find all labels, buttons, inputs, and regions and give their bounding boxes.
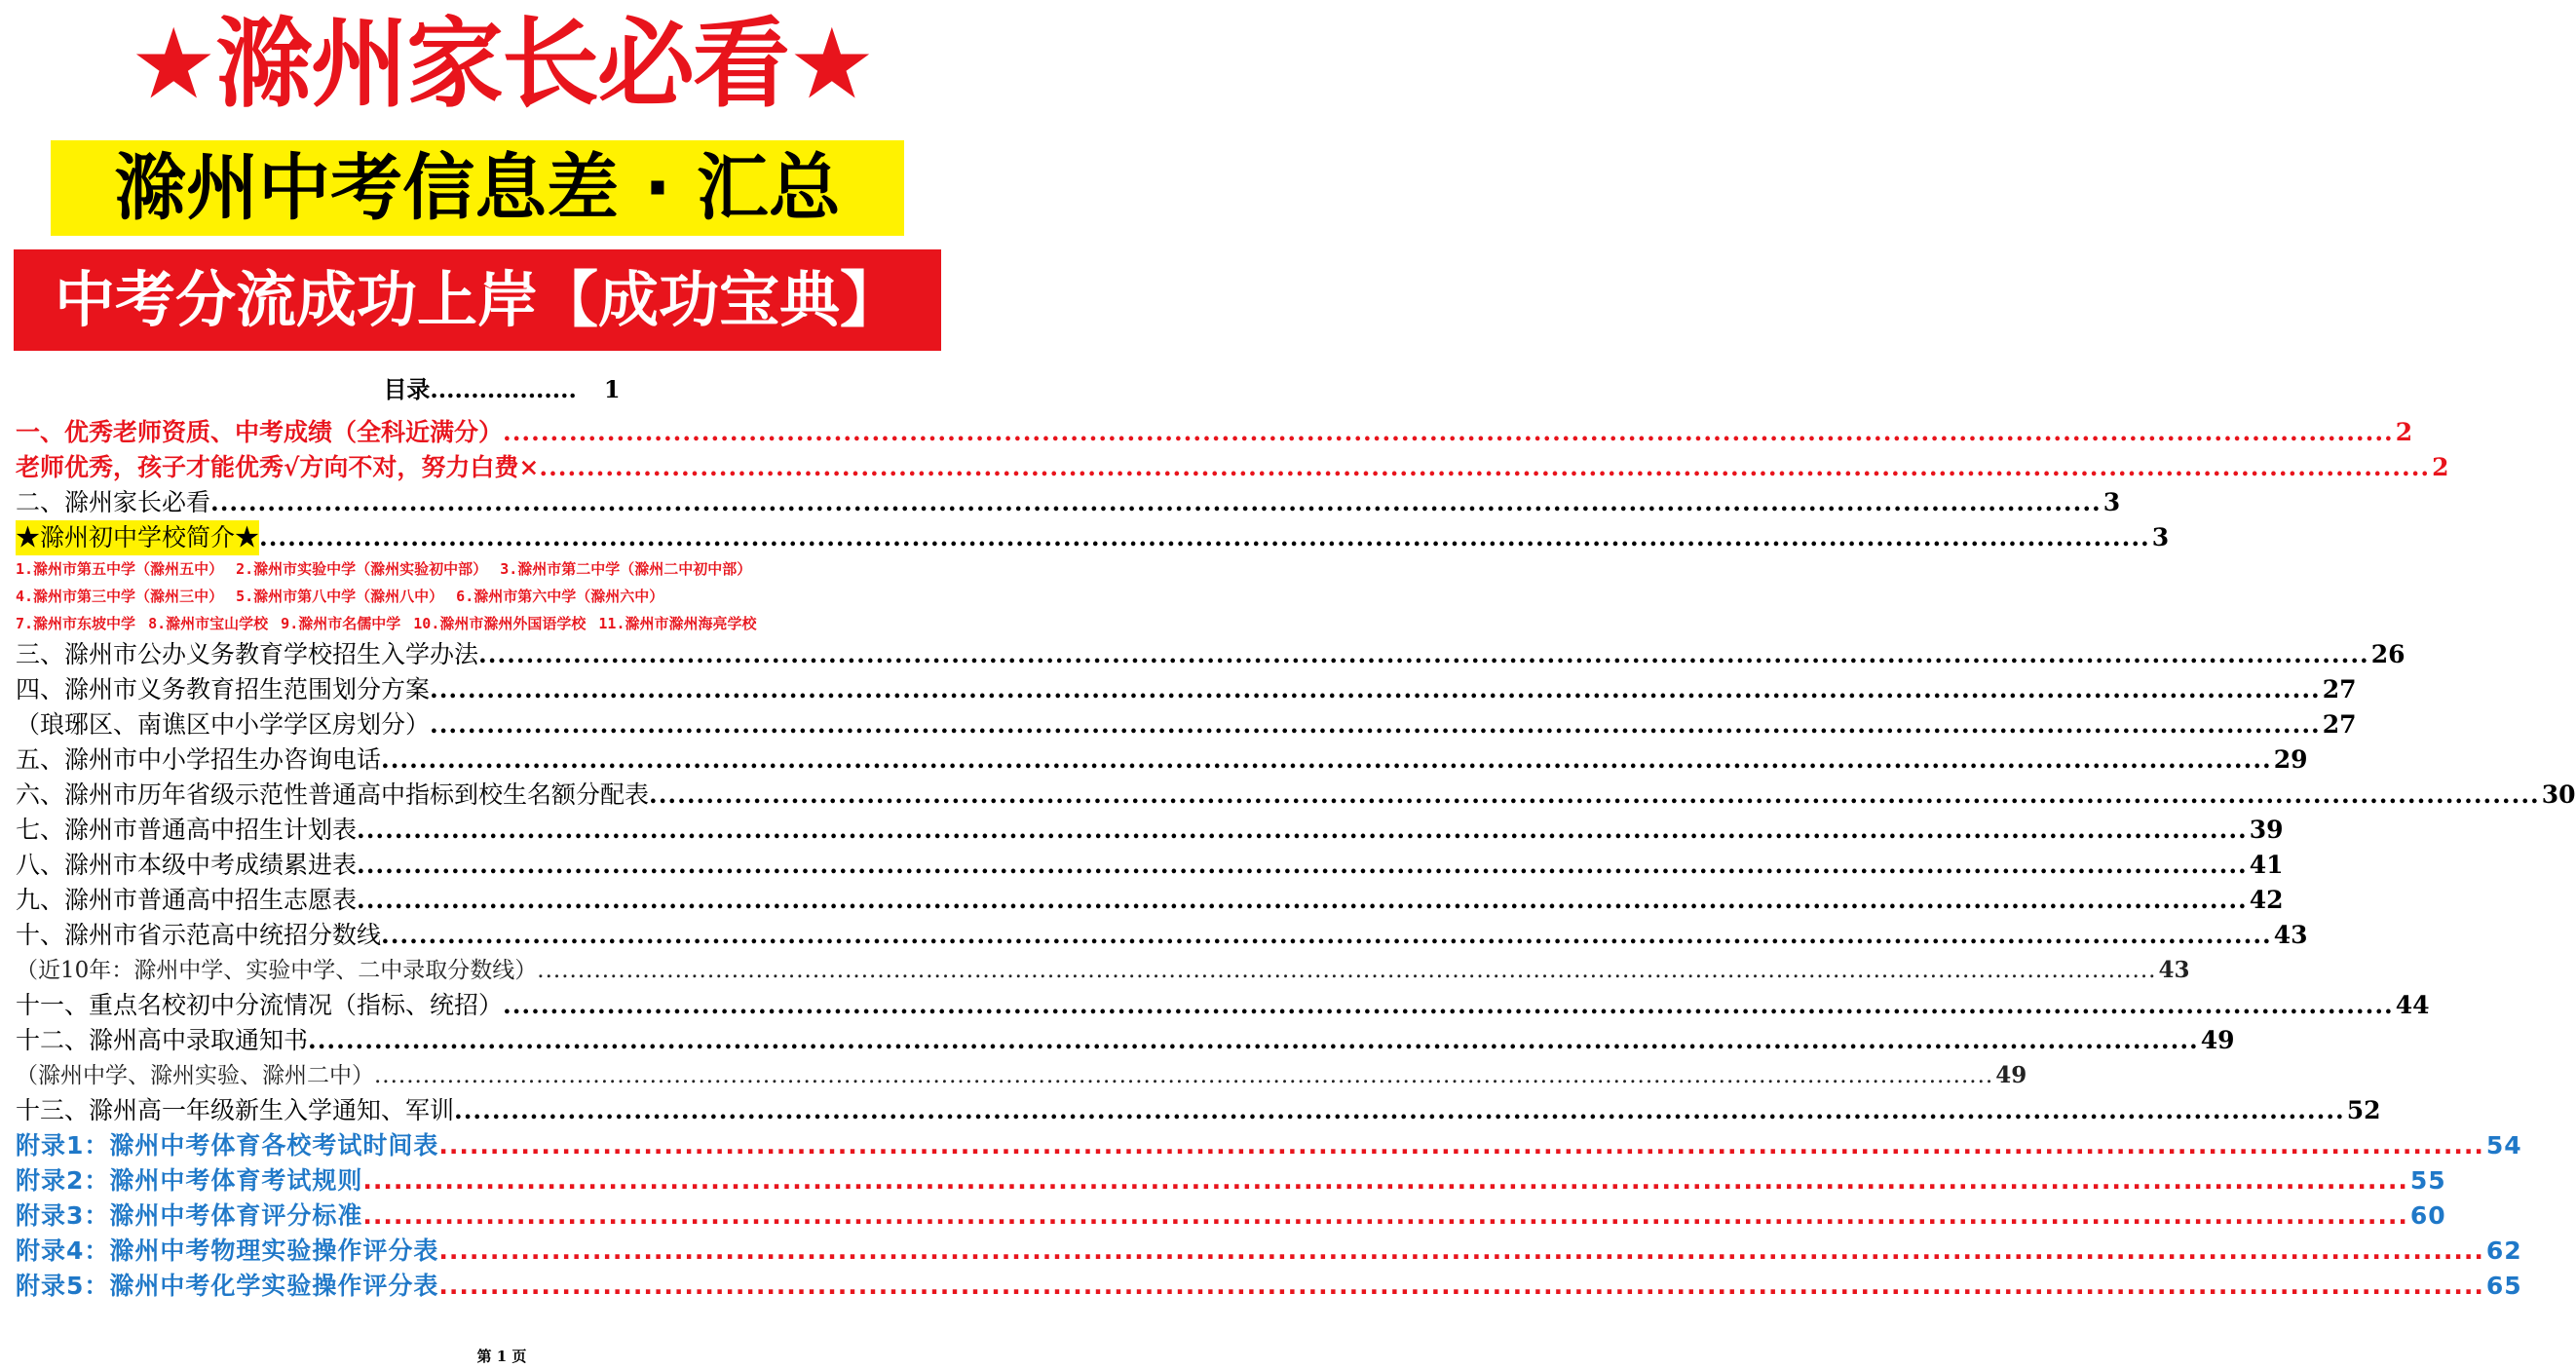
toc-entry-label: 老师优秀，孩子才能优秀√方向不对，努力白费×	[16, 453, 540, 481]
toc-entry-page: 3	[2151, 523, 2170, 551]
toc-entry[interactable]	[16, 883, 2284, 918]
toc-entry[interactable]	[16, 485, 2121, 520]
toc-entry-page: 27	[2322, 675, 2357, 704]
toc-entry-page: 41	[2249, 851, 2284, 879]
toc-entry-label: 附录1：滁州中考体育各校考试时间表	[16, 1131, 439, 1160]
toc-entry-page: 60	[2409, 1201, 2446, 1230]
toc-entry-page: 39	[2249, 816, 2284, 844]
toc-entry-label: 附录3：滁州中考体育评分标准	[16, 1201, 363, 1230]
school-list-line: 4.滁州市第三中学（滁州三中） 5.滁州市第八中学（滁州八中） 6.滁州市第六中学（滁州六中）	[16, 588, 664, 605]
toc-entry-label: 四、滁州市义务教育招生范围划分方案	[16, 675, 431, 704]
toc-leader-dots: ........................................................................................................................................................................................................	[430, 710, 2321, 739]
toc-leader-dots: ........................................................................................................................................................................................................	[539, 453, 2431, 481]
toc-entry-label: 十二、滁州高中录取通知书	[16, 1026, 309, 1054]
toc-entry[interactable]	[16, 1128, 2522, 1163]
table-of-contents	[16, 415, 2576, 1304]
toc-entry[interactable]	[16, 918, 2308, 953]
toc-entry-page: 3	[2102, 488, 2121, 516]
toc-leader-dots: ........................................................................................................................................................................................................	[649, 780, 2540, 809]
toc-leader-dots: ........................................................................................................................................................................................................	[438, 1236, 2484, 1265]
toc-entry-label: 八、滁州市本级中考成绩累进表	[16, 851, 358, 879]
toc-entry[interactable]	[16, 1058, 2027, 1093]
toc-entry-page: 2	[2395, 418, 2413, 446]
toc-entry-page: 44	[2395, 991, 2430, 1019]
toc-entry[interactable]	[16, 672, 2357, 707]
tagline-banner: 中考分流成功上岸【成功宝典】	[14, 249, 941, 351]
toc-entry[interactable]	[16, 1163, 2446, 1198]
school-list-line: 7.滁州市东坡中学 8.滁州市宝山学校 9.滁州市名儒中学 10.滁州市滁州外国语学校 11.滁州市滁州海亮学校	[16, 615, 757, 632]
toc-entry-label: 七、滁州市普通高中招生计划表	[16, 816, 358, 844]
toc-entry[interactable]	[16, 1234, 2522, 1269]
toc-leader-dots: ........................................................................................................................................................................................................	[357, 886, 2248, 914]
toc-entry-label: 附录4：滁州中考物理实验操作评分表	[16, 1236, 439, 1265]
toc-entry-label: 十、滁州市省示范高中统招分数线	[16, 921, 382, 949]
school-list	[16, 555, 941, 637]
toc-heading	[0, 370, 1004, 409]
toc-entry-label: （琅琊区、南谯区中小学学区房划分）	[16, 710, 431, 739]
toc-entry-page: 27	[2322, 710, 2357, 739]
toc-entry-page: 49	[2200, 1026, 2235, 1054]
toc-entry-page: 55	[2409, 1166, 2446, 1195]
toc-entry-label: 十一、重点名校初中分流情况（指标、统招）	[16, 991, 504, 1019]
toc-leader-dots: ........................................................................................................................................................................................................	[210, 488, 2102, 516]
toc-entry-page: 30	[2541, 780, 2576, 809]
toc-part-1	[16, 415, 2449, 555]
toc-leader-dots: ........................................................................................................................................................................................................	[381, 745, 2272, 774]
toc-entry-label: 九、滁州市普通高中招生志愿表	[16, 886, 358, 914]
toc-leader-dots: ........................................................................................................................................................................................................	[362, 1201, 2408, 1230]
toc-entry-page: 49	[1995, 1062, 2027, 1088]
toc-entry[interactable]	[16, 450, 2449, 485]
subtitle-banner: 滁州中考信息差 · 汇总	[51, 140, 904, 236]
toc-leader-dots: ........................................................................................................................................................................................................	[438, 1131, 2484, 1160]
toc-entry[interactable]	[16, 742, 2308, 778]
toc-leader-dots: ........................................................................................................................................................................................................	[503, 418, 2394, 446]
toc-leader-dots: ........................................................................................................................................................................................................	[357, 816, 2248, 844]
toc-entry-page: 52	[2346, 1096, 2381, 1124]
toc-entry-page: 29	[2273, 745, 2308, 774]
toc-entry-page: 62	[2485, 1236, 2522, 1265]
toc-heading-page: 1	[603, 375, 621, 403]
toc-entry-label: ★滁州初中学校简介★	[16, 520, 259, 555]
toc-entry[interactable]	[16, 520, 2170, 555]
toc-entry-label: 二、滁州家长必看	[16, 488, 211, 516]
toc-entry[interactable]	[16, 1198, 2446, 1234]
toc-heading-label: 目录..................	[383, 375, 577, 403]
toc-leader-dots: ........................................................................................................................................................................................................	[503, 991, 2394, 1019]
toc-leader-dots: ........................................................................................................................................................................................................	[259, 523, 2150, 551]
school-list-line: 1.滁州市第五中学（滁州五中） 2.滁州市实验中学（滁州实验初中部） 3.滁州市第二中学（滁州二中初中部）	[16, 560, 752, 578]
toc-entry-page: 43	[2273, 921, 2308, 949]
toc-part-2	[16, 637, 2576, 1304]
toc-leader-dots: ........................................................................................................................................................................................................	[374, 1063, 1994, 1088]
toc-entry[interactable]	[16, 813, 2284, 848]
toc-entry[interactable]	[16, 988, 2430, 1023]
main-title-banner: ★滁州家长必看★	[130, 7, 874, 121]
toc-leader-dots: ........................................................................................................................................................................................................	[537, 958, 2157, 983]
toc-entry-page: 43	[2158, 957, 2190, 983]
toc-entry[interactable]	[16, 848, 2284, 883]
toc-leader-dots: ........................................................................................................................................................................................................	[308, 1026, 2199, 1054]
toc-entry-label: 三、滁州市公办义务教育学校招生入学办法	[16, 640, 479, 668]
toc-entry-label: （近10年：滁州中学、实验中学、二中录取分数线）	[16, 958, 538, 983]
toc-leader-dots: ........................................................................................................................................................................................................	[381, 921, 2272, 949]
toc-entry[interactable]	[16, 415, 2413, 450]
toc-leader-dots: ........................................................................................................................................................................................................	[357, 851, 2248, 879]
toc-entry[interactable]	[16, 953, 2190, 988]
toc-entry-label: 附录5：滁州中考化学实验操作评分表	[16, 1272, 439, 1300]
toc-entry-label: 附录2：滁州中考体育考试规则	[16, 1166, 363, 1195]
toc-entry-label: 五、滁州市中小学招生办咨询电话	[16, 745, 382, 774]
toc-entry[interactable]	[16, 778, 2576, 813]
toc-entry-page: 2	[2432, 453, 2449, 481]
toc-entry-page: 26	[2370, 640, 2406, 668]
toc-entry[interactable]	[16, 637, 2406, 672]
toc-leader-dots: ........................................................................................................................................................................................................	[430, 675, 2321, 704]
toc-entry-page: 54	[2485, 1131, 2522, 1160]
toc-leader-dots: ........................................................................................................................................................................................................	[454, 1096, 2345, 1124]
toc-entry[interactable]	[16, 1093, 2381, 1128]
toc-entry-page: 42	[2249, 886, 2284, 914]
toc-leader-dots: ........................................................................................................................................................................................................	[362, 1166, 2408, 1195]
toc-leader-dots: ........................................................................................................................................................................................................	[478, 640, 2369, 668]
toc-entry[interactable]	[16, 1023, 2235, 1058]
page-footer: 第 1 页	[476, 1348, 527, 1365]
toc-entry-label: 十三、滁州高一年级新生入学通知、军训	[16, 1096, 455, 1124]
toc-entry-page: 65	[2485, 1272, 2522, 1300]
toc-entry-label: （滁州中学、滁州实验、滁州二中）	[16, 1063, 374, 1088]
toc-entry-label: 一、优秀老师资质、中考成绩（全科近满分）	[16, 418, 504, 446]
toc-entry[interactable]	[16, 1269, 2522, 1304]
toc-leader-dots: ........................................................................................................................................................................................................	[438, 1272, 2484, 1300]
toc-entry-label: 六、滁州市历年省级示范性普通高中指标到校生名额分配表	[16, 780, 650, 809]
toc-entry[interactable]	[16, 707, 2357, 742]
